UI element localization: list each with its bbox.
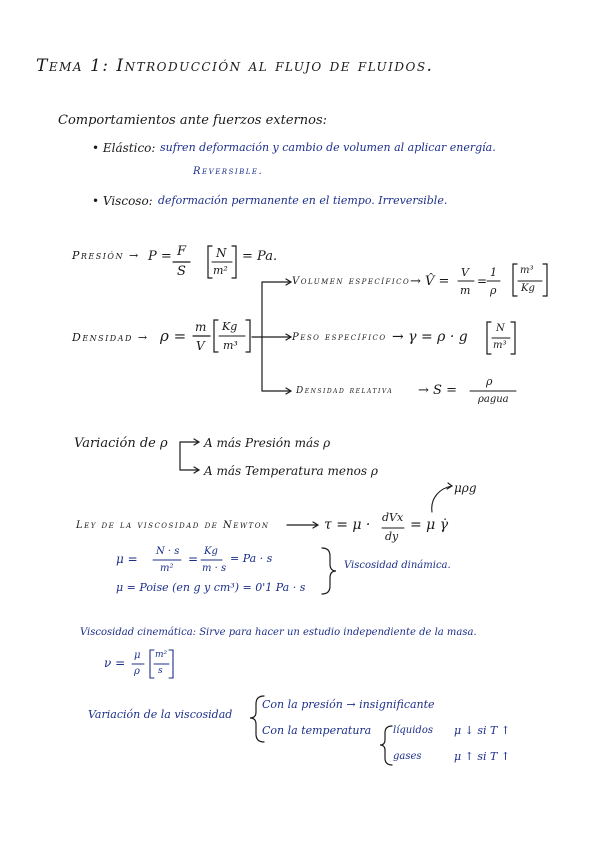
dv-frac2-num: Kg (204, 546, 218, 557)
vv-liquids-rule: μ ↓ si T ↑ (454, 724, 511, 737)
pressure-result: = Pa. (242, 249, 278, 264)
rho-variation-label: Variación de ρ (74, 436, 168, 451)
kinematic-text: Viscosidad cinemática: Sirve para hacer un estudio independiente de la masa. (80, 627, 477, 638)
newton-superscript: μρg (454, 481, 477, 495)
vv-pressure: Con la presión → insignificante (262, 698, 435, 711)
density-num: m (195, 320, 207, 334)
dv-frac1-den: m² (160, 563, 174, 574)
dv-frac2-den: m · s (202, 563, 227, 574)
pressure-label: Presión → (72, 249, 140, 262)
density-unit-num: Kg (222, 320, 238, 333)
density-unit-den: m³ (223, 339, 238, 352)
pressure-num: F (177, 244, 187, 259)
pressure-unit-den: m² (213, 264, 228, 277)
pressure-den: S (177, 264, 186, 279)
sv-num2: 1 (490, 266, 497, 279)
sv-den1: m (460, 284, 471, 297)
vv-liquids: líquidos (393, 725, 433, 736)
relative-density-label: Densidad relativa (296, 386, 394, 396)
specific-volume-label: Volumen específico (292, 276, 411, 287)
newton-curve-arrow (432, 483, 452, 512)
rho-variation-branch (180, 442, 198, 470)
newton-num: dVx (382, 511, 404, 524)
dv-label: Viscosidad dinámica. (344, 560, 451, 571)
newton-label: Ley de la viscosidad de Newton (76, 520, 270, 531)
vv-temperature: Con la temperatura (262, 724, 372, 737)
specific-volume-formula: → V̂ = (410, 274, 450, 289)
rho-variation-line2: A más Temperatura menos ρ (204, 464, 378, 478)
elastic-note: Reversible. (193, 166, 264, 177)
elastic-text: sufren deformación y cambio de volumen al aplicar energía. (160, 141, 496, 154)
relative-density-formula: → S = (418, 383, 457, 398)
page-title: Tema 1: Introducción al flujo de fluidos. (36, 56, 434, 76)
kin-unit-num: m² (155, 650, 168, 660)
dv-frac1-num: N · s (156, 546, 180, 557)
elastic-label: • Elástico: (92, 141, 156, 155)
rd-num: ρ (486, 375, 493, 388)
kin-lhs: ν = (104, 656, 126, 670)
dv-brace (322, 548, 336, 594)
newton-formula: τ = μ · (324, 517, 371, 533)
density-branch-tree (252, 282, 290, 391)
density-den: V (196, 339, 205, 353)
viscous-text: deformación permanente en el tiempo. Irreversible. (158, 194, 448, 207)
density-lhs: ρ = (160, 327, 187, 345)
kin-num: μ (134, 650, 141, 661)
density-label: Densidad → (72, 331, 149, 344)
sv-eq2: = (477, 274, 488, 288)
newton-arrow (287, 522, 318, 528)
behaviour-heading: Comportamientos ante fuerzos externos: (58, 113, 327, 128)
kin-unit-den: s (158, 666, 163, 676)
specific-weight-formula: → γ = ρ · g (392, 329, 468, 345)
vv-gases: gases (393, 751, 422, 762)
specific-weight-label: Peso específico (292, 332, 387, 343)
newton-result: = μ γ̇ (410, 517, 449, 533)
kin-den: ρ (134, 666, 140, 677)
sw-unit-num: N (496, 323, 505, 334)
sv-unit-num: m³ (520, 265, 534, 276)
pressure-lhs: P = (148, 249, 172, 264)
viscous-label: • Viscoso: (92, 194, 153, 208)
sv-num1: V (461, 266, 469, 279)
rho-variation-line1: A más Presión más ρ (204, 436, 331, 450)
rd-den: ρagua (478, 394, 509, 405)
pressure-unit-num: N (216, 246, 227, 260)
sv-unit-den: Kg (521, 283, 535, 294)
sw-unit-den: m³ (493, 340, 507, 351)
newton-den: dy (385, 530, 399, 543)
sv-den2: ρ (490, 284, 497, 297)
dv-eq: = (188, 552, 199, 566)
dv-mu1: μ = (116, 552, 138, 566)
vv-gases-rule: μ ↑ si T ↑ (454, 750, 511, 763)
dv-result: = Pa · s (230, 552, 273, 565)
vv-sub-brace (380, 726, 392, 765)
vv-label: Variación de la viscosidad (88, 708, 233, 721)
dv-line2: μ = Poise (en g y cm³) = 0'1 Pa · s (116, 581, 306, 594)
